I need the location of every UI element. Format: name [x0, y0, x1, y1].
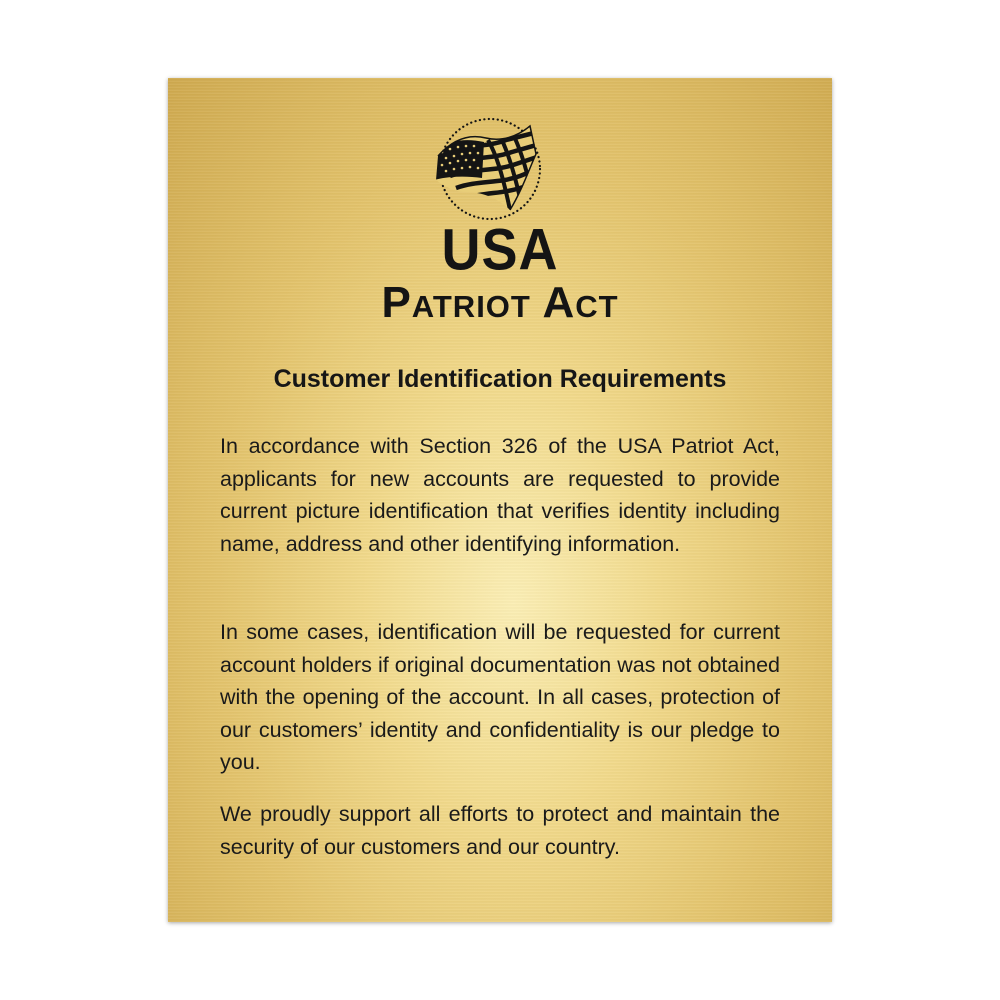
paragraph-section-326: In accordance with Section 326 of the USA Patriot Act, applicants for new accounts are requested to provide current picture identification that verifies identity including name, address and other identifying information.: [220, 434, 780, 556]
section-heading: Customer Identification Requirements: [273, 365, 727, 393]
flag-emblem-icon: [426, 114, 550, 224]
brass-plaque: [168, 78, 832, 922]
paragraph-support: We proudly support all efforts to protect and maintain the security of our customers and our country.: [220, 802, 780, 859]
title-usa: USA: [441, 217, 559, 283]
title-patriot-act: Patriot Act: [381, 278, 619, 327]
paragraph-current-holders: In some cases, identification will be requested for current account holders if original documentation was not obtained with the opening of the account. In all cases, protection of our customers’ identity and confidentiality is our pledge to you.: [220, 620, 780, 774]
